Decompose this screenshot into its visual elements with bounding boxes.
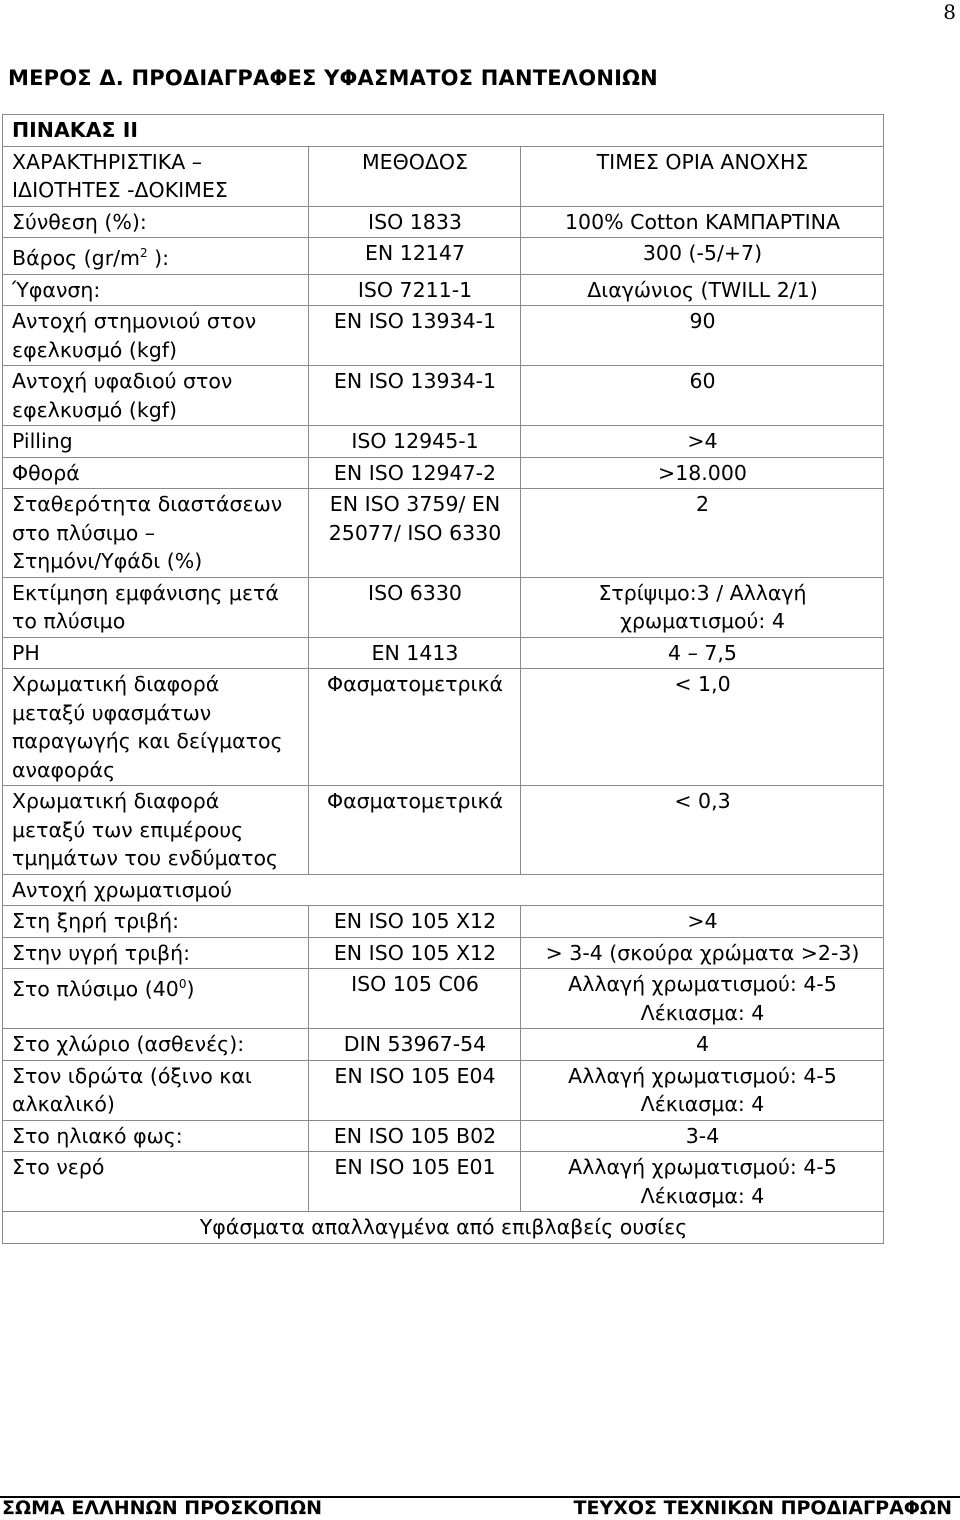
cell-property: Στο ηλιακό φως: [3, 1120, 309, 1152]
cell-method: ISO 7211-1 [309, 274, 521, 306]
cell-section-heading: Αντοχή χρωματισμού [3, 874, 884, 906]
cell-value: >4 [521, 426, 884, 458]
cell-value: Αλλαγή χρωματισμού: 4-5 Λέκιασμα: 4 [521, 1152, 884, 1212]
cell-method: EN ISO 13934-1 [309, 366, 521, 426]
table-row [3, 1060, 884, 1120]
cell-property: Αντοχή υφαδιού στον εφελκυσμό (kgf) [3, 366, 309, 426]
cell-property: Στη ξηρή τριβή: [3, 906, 309, 938]
table-row [3, 786, 884, 875]
spec-table [2, 114, 884, 1244]
header-values: ΤΙΜΕΣ ΟΡΙΑ ΑΝΟΧΗΣ [521, 146, 884, 206]
cell-value: 2 [521, 489, 884, 578]
cell-method: EN ISO 105 E04 [309, 1060, 521, 1120]
cell-property: Χρωματική διαφορά μεταξύ των επιμέρους τμημάτων του ενδύματος [3, 786, 309, 875]
header-property: ΧΑΡΑΚΤΗΡΙΣΤΙΚΑ – ΙΔΙΟΤΗΤΕΣ -ΔΟΚΙΜΕΣ [3, 146, 309, 206]
table-row [3, 937, 884, 969]
cell-value: 4 [521, 1029, 884, 1061]
cell-property: Σταθερότητα διαστάσεων στο πλύσιμο – Στημόνι/Υφάδι (%) [3, 489, 309, 578]
cell-property: Χρωματική διαφορά μεταξύ υφασμάτων παραγωγής και δείγματος αναφοράς [3, 669, 309, 786]
table-row [3, 577, 884, 637]
table-title: ΠΙΝΑΚΑΣ ΙΙ [3, 115, 884, 147]
table-row [3, 637, 884, 669]
footer-organization: ΣΩΜΑ ΕΛΛΗΝΩΝ ΠΡΟΣΚΟΠΩΝ [2, 1497, 323, 1519]
cell-method: EN ISO 13934-1 [309, 306, 521, 366]
cell-method: Φασματομετρικά [309, 669, 521, 786]
cell-property: Βάρος ($gr/m^2$ ): [3, 238, 309, 275]
cell-method: DIN 53967-54 [309, 1029, 521, 1061]
cell-method: EN 1413 [309, 637, 521, 669]
cell-value: < 1,0 [521, 669, 884, 786]
cell-method: EN 12147 [309, 238, 521, 275]
table-row [3, 457, 884, 489]
cell-method: ISO 12945-1 [309, 426, 521, 458]
cell-property: Εκτίμηση εμφάνισης μετά το πλύσιμο [3, 577, 309, 637]
cell-property: Σύνθεση (%): [3, 206, 309, 238]
table-row [3, 426, 884, 458]
cell-method: EN ISO 105 B02 [309, 1120, 521, 1152]
footer-document-title: ΤΕΥΧΟΣ ΤΕΧΝΙΚΩΝ ΠΡΟΔΙΑΓΡΑΦΩΝ [573, 1497, 952, 1519]
table-row [3, 969, 884, 1029]
table-row [3, 274, 884, 306]
cell-value: 90 [521, 306, 884, 366]
cell-property: Αντοχή στημονιού στον εφελκυσμό (kgf) [3, 306, 309, 366]
section-title: ΜΕΡΟΣ Δ. ΠΡΟΔΙΑΓΡΑΦΕΣ ΥΦΑΣΜΑΤΟΣ ΠΑΝΤΕΛΟΝΙΩΝ [8, 66, 658, 90]
cell-value: Διαγώνιος (TWILL 2/1) [521, 274, 884, 306]
cell-value: < 0,3 [521, 786, 884, 875]
cell-value: Αλλαγή χρωματισμού: 4-5 Λέκιασμα: 4 [521, 969, 884, 1029]
table-row [3, 306, 884, 366]
cell-property: Στο πλύσιμο $(40^0)$ [3, 969, 309, 1029]
table-row [3, 669, 884, 786]
cell-property: PH [3, 637, 309, 669]
cell-method: EN ISO 105 E01 [309, 1152, 521, 1212]
cell-value: 3-4 [521, 1120, 884, 1152]
cell-method: EN ISO 105 X12 [309, 906, 521, 938]
table-row [3, 489, 884, 578]
cell-value: >18.000 [521, 457, 884, 489]
cell-method: EN ISO 105 X12 [309, 937, 521, 969]
table-row [3, 1120, 884, 1152]
cell-method: EN ISO 12947-2 [309, 457, 521, 489]
cell-method: ISO 105 C06 [309, 969, 521, 1029]
header-method: ΜΕΘΟΔΟΣ [309, 146, 521, 206]
cell-property: Στο νερό [3, 1152, 309, 1212]
cell-value: 300 (-5/+7) [521, 238, 884, 275]
cell-value: 60 [521, 366, 884, 426]
cell-value: 100% Cotton ΚΑΜΠΑΡΤΙΝΑ [521, 206, 884, 238]
cell-property: Pilling [3, 426, 309, 458]
cell-value: >4 [521, 906, 884, 938]
table-row [3, 238, 884, 275]
cell-method: EN ISO 3759/ EN 25077/ ISO 6330 [309, 489, 521, 578]
table-row [3, 1152, 884, 1212]
cell-property: Στην υγρή τριβή: [3, 937, 309, 969]
cell-property: Στο χλώριο (ασθενές): [3, 1029, 309, 1061]
cell-property: Φθορά [3, 457, 309, 489]
cell-property: Ύφανση: [3, 274, 309, 306]
cell-property: Στον ιδρώτα (όξινο και αλκαλικό) [3, 1060, 309, 1120]
cell-value: Αλλαγή χρωματισμού: 4-5 Λέκιασμα: 4 [521, 1060, 884, 1120]
table-row [3, 906, 884, 938]
table-row [3, 874, 884, 906]
cell-value: 4 – 7,5 [521, 637, 884, 669]
table-footer-row [3, 1212, 884, 1244]
table-row [3, 206, 884, 238]
cell-value: Στρίψιμο:3 / Αλλαγή χρωματισμού: 4 [521, 577, 884, 637]
table-header-row [3, 146, 884, 206]
cell-method: ISO 6330 [309, 577, 521, 637]
table-title-row [3, 115, 884, 147]
table-row [3, 1029, 884, 1061]
table-row [3, 366, 884, 426]
cell-value: > 3-4 (σκούρα χρώματα >2-3) [521, 937, 884, 969]
cell-method: Φασματομετρικά [309, 786, 521, 875]
cell-method: ISO 1833 [309, 206, 521, 238]
page-number: 8 [943, 0, 956, 24]
table-footer-note: Υφάσματα απαλλαγμένα από επιβλαβείς ουσίες [3, 1212, 884, 1244]
